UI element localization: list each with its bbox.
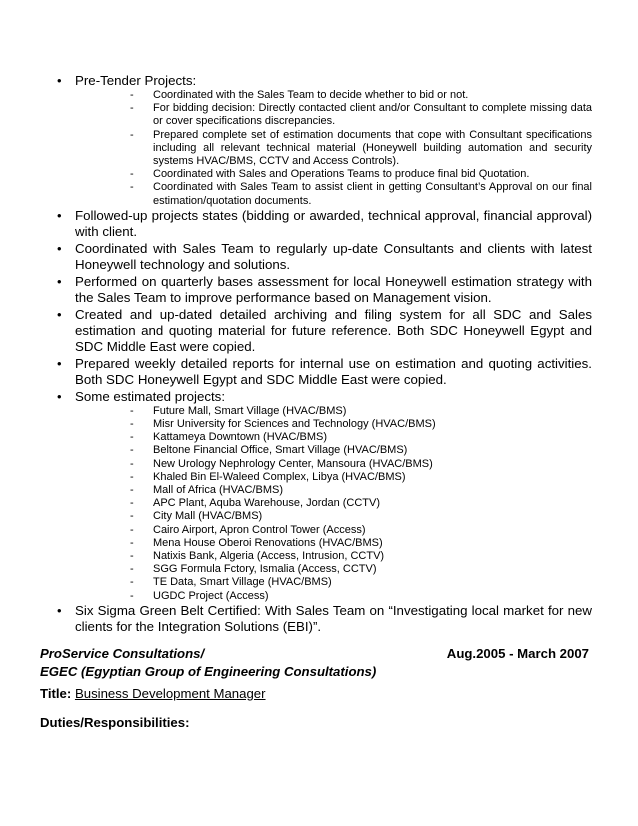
sub-item [75, 405, 592, 418]
dash-symbol: - [130, 181, 134, 194]
dash-symbol: - [130, 168, 134, 181]
sub-item [75, 537, 592, 550]
bullet-symbol: • [57, 207, 62, 223]
job-title-line [40, 686, 266, 701]
sub-item [75, 168, 592, 181]
sub-item [75, 458, 592, 471]
bullet-text: Performed on quarterly bases assessment for local Honeywell estimation strategy with the Sales Team to improve performance based on Management vision. [75, 273, 592, 305]
sub-item [75, 484, 592, 497]
dash-symbol: - [130, 444, 134, 457]
bullet-item [40, 274, 592, 306]
experience-bullets [40, 73, 592, 636]
job-title-value: Business Development Manager [74, 686, 266, 701]
bullet-text: Prepared weekly detailed reports for internal use on estimation and quoting activities. Both SDC Honeywell Egypt and SDC Middle East were copied. [75, 355, 592, 387]
sub-item-text: Kattameya Downtown (HVAC/BMS) [153, 431, 328, 444]
sub-item [75, 471, 592, 484]
sub-item [75, 576, 592, 589]
bullet-symbol: • [57, 273, 62, 289]
dash-symbol: - [130, 497, 134, 510]
dash-symbol: - [130, 550, 134, 563]
bullet-symbol: • [57, 306, 62, 322]
employment-dates: Aug.2005 - March 2007 [446, 646, 589, 661]
sub-item-text: Future Mall, Smart Village (HVAC/BMS) [153, 404, 347, 417]
bullet-item [40, 356, 592, 388]
company-name-line1: ProService Consultations/ [40, 646, 205, 661]
sub-item-text: City Mall (HVAC/BMS) [153, 510, 263, 523]
company-block [40, 645, 592, 681]
sub-item [75, 524, 592, 537]
sub-item-text: UGDC Project (Access) [153, 589, 269, 602]
sub-item-text: Cairo Airport, Apron Control Tower (Access) [153, 523, 366, 536]
dash-symbol: - [130, 457, 134, 470]
sub-item [75, 590, 592, 603]
bullet-symbol: • [57, 388, 62, 404]
duties-heading: Duties/Responsibilities: [40, 715, 190, 730]
sub-item [75, 102, 592, 128]
sub-list [75, 89, 592, 208]
bullet-item [40, 241, 592, 273]
bullet-item [40, 208, 592, 240]
sub-item-text: For bidding decision: Directly contacted client and/or Consultant to complete missing data or cover specifications discrepancies. [153, 102, 592, 128]
sub-item [75, 431, 592, 444]
main-bullet-list [40, 73, 592, 635]
bullet-text: Created and up-dated detailed archiving and filing system for all SDC and Sales estimation and quoting material for future reference. Both SDC Honeywell Egypt and SDC Middle East were copied. [75, 306, 592, 354]
sub-item-text: Coordinated with Sales Team to assist client in getting Consultant’s Approval on our final estimation/quotation documents. [153, 181, 592, 207]
bullet-item [40, 73, 592, 208]
dash-symbol: - [130, 576, 134, 589]
bullet-text: Coordinated with Sales Team to regularly up-date Consultants and clients with latest Honeywell technology and solutions. [75, 240, 592, 272]
bullet-text: Six Sigma Green Belt Certified: With Sales Team on “Investigating local market for new clients for the Integration Solutions (EBI)”. [75, 602, 592, 634]
bullet-text: Some estimated projects: [75, 388, 226, 404]
sub-item [75, 444, 592, 457]
dash-symbol: - [130, 128, 134, 141]
sub-item-text: SGG Formula Fctory, Ismalia (Access, CCTV) [153, 563, 377, 576]
sub-item-text: APC Plant, Aquba Warehouse, Jordan (CCTV) [153, 497, 381, 510]
bullet-item [40, 389, 592, 603]
bullet-text: Pre-Tender Projects: [75, 73, 197, 88]
sub-item-text: TE Data, Smart Village (HVAC/BMS) [153, 576, 332, 589]
company-name-line2: EGEC (Egyptian Group of Engineering Consultations) [40, 664, 377, 679]
sub-list [75, 405, 592, 603]
dash-symbol: - [130, 404, 134, 417]
bullet-symbol: • [57, 240, 62, 256]
dash-symbol: - [130, 89, 134, 101]
dash-symbol: - [130, 431, 134, 444]
sub-item [75, 418, 592, 431]
bullet-item [40, 307, 592, 355]
dash-symbol: - [130, 563, 134, 576]
sub-item-text: New Urology Nephrology Center, Mansoura (HVAC/BMS) [153, 457, 433, 470]
sub-item-text: Khaled Bin El-Waleed Complex, Libya (HVAC/BMS) [153, 470, 406, 483]
sub-item-text: Beltone Financial Office, Smart Village (HVAC/BMS) [153, 444, 408, 457]
sub-item [75, 563, 592, 576]
sub-item-text: Mall of Africa (HVAC/BMS) [153, 484, 283, 497]
bullet-item [40, 603, 592, 635]
bullet-symbol: • [57, 73, 62, 88]
dash-symbol: - [130, 510, 134, 523]
bullet-symbol: • [57, 355, 62, 371]
sub-item [75, 510, 592, 523]
sub-item-text: Natixis Bank, Algeria (Access, Intrusion, CCTV) [153, 550, 385, 563]
sub-item-text: Mena House Oberoi Renovations (HVAC/BMS) [153, 536, 383, 549]
sub-item [75, 181, 592, 207]
dash-symbol: - [130, 589, 134, 602]
dash-symbol: - [130, 523, 134, 536]
sub-item-text: Prepared complete set of estimation documents that cope with Consultant specifications including all relevant technical material (Honeywell building automation and security systems HVAC/BMS, CCTV and Access Controls). [153, 128, 592, 168]
sub-item-text: Coordinated with Sales and Operations Teams to produce final bid Quotation. [153, 168, 530, 181]
sub-item [75, 497, 592, 510]
sub-item-text: Misr University for Sciences and Technology (HVAC/BMS) [153, 418, 436, 431]
sub-item [75, 550, 592, 563]
sub-item [75, 89, 592, 102]
job-title-label: Title: [40, 686, 72, 701]
bullet-text: Followed-up projects states (bidding or awarded, technical approval, financial approval) with client. [75, 207, 592, 239]
sub-item [75, 129, 592, 169]
dash-symbol: - [130, 102, 134, 115]
sub-item-text: Coordinated with the Sales Team to decide whether to bid or not. [153, 89, 469, 101]
dash-symbol: - [130, 418, 134, 431]
bullet-symbol: • [57, 602, 62, 618]
dash-symbol: - [130, 470, 134, 483]
dash-symbol: - [130, 536, 134, 549]
dash-symbol: - [130, 484, 134, 497]
